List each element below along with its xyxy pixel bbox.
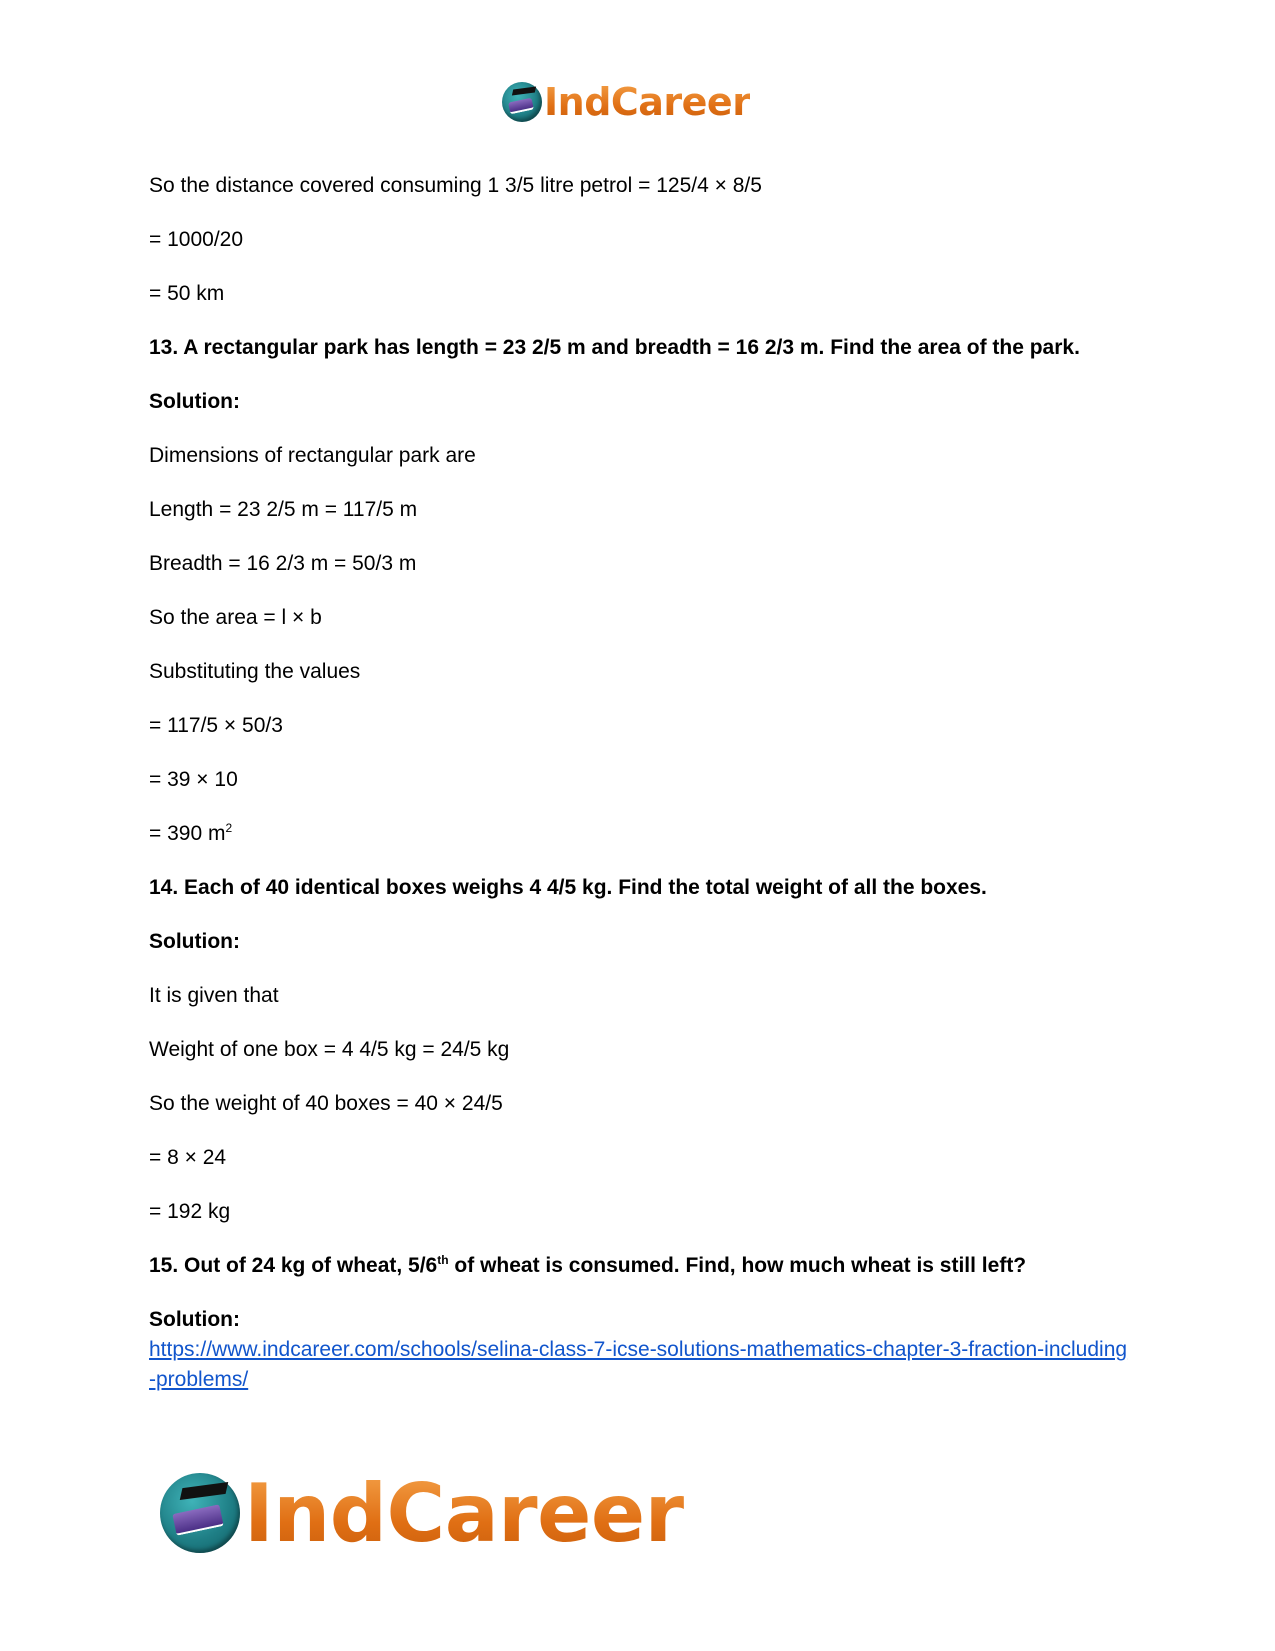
header-logo — [502, 78, 750, 126]
footer-logo-text: IndCareer — [244, 1466, 684, 1560]
question-15 — [149, 1251, 1129, 1281]
area-result-line — [149, 819, 1129, 849]
solution-heading: Solution: — [149, 1308, 240, 1331]
question-15-part-b: of wheat is consumed. Find, how much wheat is still left? — [448, 1254, 1027, 1277]
text-line: = 1000/20 — [149, 228, 244, 251]
text-line: = 50 km — [149, 282, 225, 305]
text-line: Weight of one box = 4 4/5 kg = 24/5 kg — [149, 1038, 510, 1061]
text-line: Dimensions of rectangular park are — [149, 444, 476, 467]
question-15-part-a: 15. Out of 24 kg of wheat, 5/6 — [149, 1254, 438, 1277]
cap-shape — [180, 1482, 228, 1500]
question-13: 13. A rectangular park has length = 23 2/5 m and breadth = 16 2/3 m. Find the area of the park. — [149, 336, 1080, 359]
source-link[interactable]: https://www.indcareer.com/schools/selina-class-7-icse-solutions-mathematics-chapter-3-fraction-including-problems/ — [149, 1338, 1128, 1391]
text-line: Length = 23 2/5 m = 117/5 m — [149, 498, 418, 521]
text-line: So the distance covered consuming 1 3/5 litre petrol = 125/4 × 8/5 — [149, 174, 762, 197]
question-14: 14. Each of 40 identical boxes weighs 4 4/5 kg. Find the total weight of all the boxes. — [149, 876, 987, 899]
footer-logo — [160, 1465, 684, 1561]
superscript: th — [437, 1253, 449, 1267]
graduation-book-icon — [502, 82, 542, 122]
header-logo-text: IndCareer — [544, 80, 751, 124]
text-line: So the area = l × b — [149, 606, 322, 629]
book-shape — [508, 98, 534, 115]
text-line: = 39 × 10 — [149, 768, 238, 791]
text-line: Substituting the values — [149, 660, 361, 683]
area-result-text: = 390 m — [149, 822, 226, 845]
text-line: Breadth = 16 2/3 m = 50/3 m — [149, 552, 417, 575]
book-shape — [172, 1504, 224, 1535]
cap-shape — [512, 86, 536, 95]
text-line: = 192 kg — [149, 1200, 231, 1223]
document-body — [149, 171, 1129, 1395]
superscript: 2 — [225, 821, 233, 835]
solution-heading: Solution: — [149, 930, 240, 953]
solution-heading: Solution: — [149, 390, 240, 413]
graduation-book-icon — [160, 1473, 240, 1553]
text-line: = 8 × 24 — [149, 1146, 227, 1169]
text-line: It is given that — [149, 984, 279, 1007]
text-line: So the weight of 40 boxes = 40 × 24/5 — [149, 1092, 503, 1115]
text-line: = 117/5 × 50/3 — [149, 714, 283, 737]
